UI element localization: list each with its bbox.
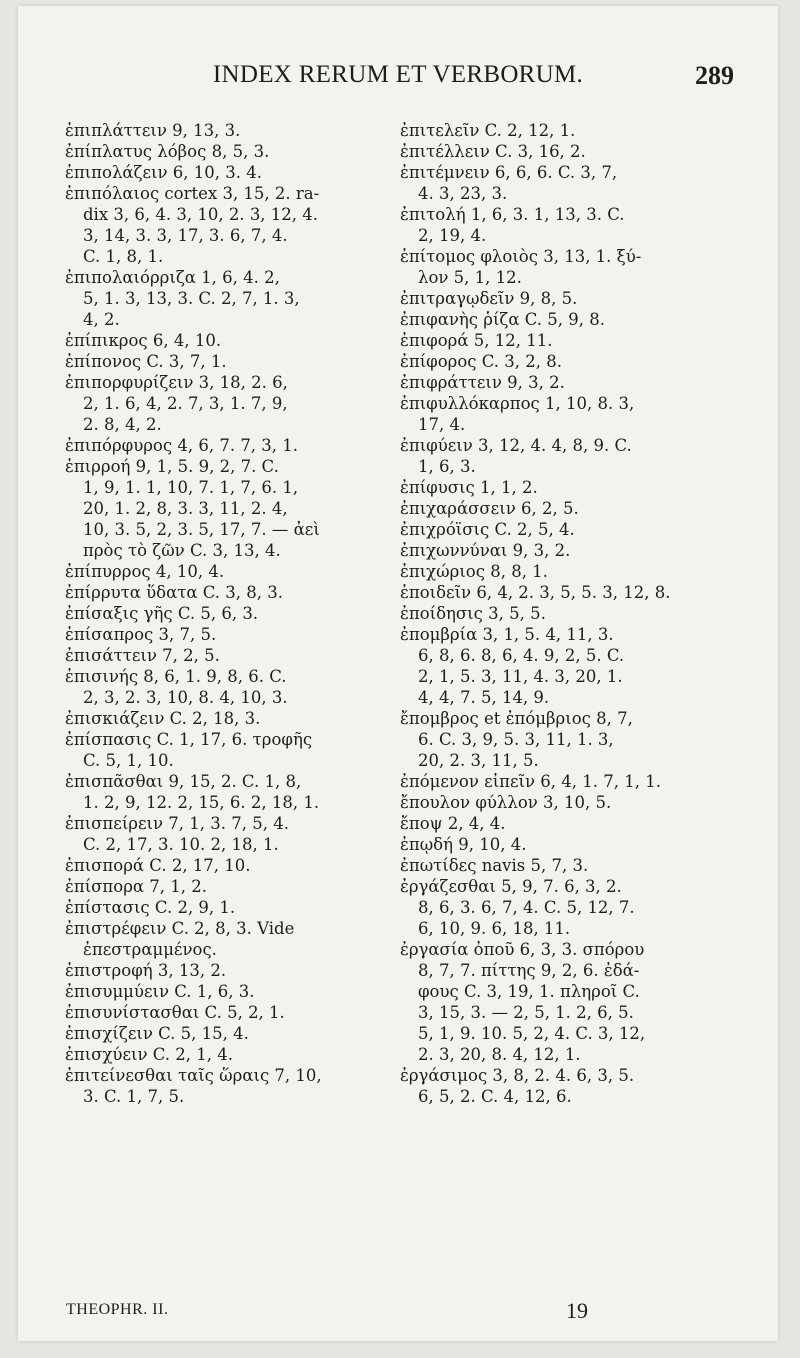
- index-entry-continuation: 1. 2, 9, 12. 2, 15, 6. 2, 18, 1.: [83, 793, 320, 812]
- index-entry: ἐπίτομος φλοιὸς 3, 13, 1. ξύ-: [400, 247, 642, 266]
- index-entry: ἐπιπορφυρίζειν 3, 18, 2. 6,: [65, 373, 288, 392]
- index-entry: ἐργάσιμος 3, 8, 2. 4. 6, 3, 5.: [400, 1066, 635, 1085]
- index-entry-continuation: πρὸς τὸ ζῶν C. 3, 13, 4.: [83, 541, 281, 560]
- index-entry: ἐπιπολάζειν 6, 10, 3. 4.: [65, 163, 262, 182]
- index-entry-continuation: λον 5, 1, 12.: [418, 268, 522, 287]
- index-entry: ἐπίσαξις γῆς C. 5, 6, 3.: [65, 604, 259, 623]
- index-entry: ἐπιτελεῖν C. 2, 12, 1.: [400, 121, 576, 140]
- index-entry-continuation: 4. 3, 23, 3.: [418, 184, 508, 203]
- index-entry-continuation: 17, 4.: [418, 415, 466, 434]
- index-entry: ἐπιχαράσσειν 6, 2, 5.: [400, 499, 579, 518]
- index-entry-continuation: 8, 7, 7. πίττης 9, 2, 6. ἐδά-: [418, 961, 640, 980]
- signature-mark: 19: [566, 1298, 588, 1323]
- index-entry-continuation: 2, 19, 4.: [418, 226, 487, 245]
- index-entry: ἐπιφυλλόκαρπος 1, 10, 8. 3,: [400, 394, 635, 413]
- index-entry: ἐπιτραγῳδεῖν 9, 8, 5.: [400, 289, 578, 308]
- index-entry: ἐπισχύειν C. 2, 1, 4.: [65, 1045, 233, 1064]
- index-entry: ἐπιφορά 5, 12, 11.: [400, 331, 553, 350]
- index-entry: ἐπιστροφή 3, 13, 2.: [65, 961, 227, 980]
- index-entry-continuation: φους C. 3, 19, 1. πληροῖ C.: [418, 982, 640, 1001]
- index-entry: ἐργάζεσθαι 5, 9, 7. 6, 3, 2.: [400, 877, 622, 896]
- index-entry-continuation: ἐπεστραμμένος.: [83, 940, 217, 959]
- index-entry: ἐπιχωννύναι 9, 3, 2.: [400, 541, 571, 560]
- index-entry: ἐπισάττειν 7, 2, 5.: [65, 646, 220, 665]
- index-entry: ἐπισπείρειν 7, 1, 3. 7, 5, 4.: [65, 814, 289, 833]
- page-number: 289: [695, 61, 734, 90]
- index-entry: ἐργασία ὀποῦ 6, 3, 3. σπόρου: [400, 940, 645, 959]
- index-entry-continuation: 4, 2.: [83, 310, 120, 329]
- index-entry: ἐπίφορος C. 3, 2, 8.: [400, 352, 563, 371]
- running-title: INDEX RERUM ET VERBORUM.: [212, 61, 584, 88]
- index-entry: ἐπίπλατυς λόβος 8, 5, 3.: [65, 142, 270, 161]
- index-entry-continuation: dix 3, 6, 4. 3, 10, 2. 3, 12, 4.: [83, 205, 319, 224]
- index-entry: ἐποιδεῖν 6, 4, 2. 3, 5, 5. 3, 12, 8.: [400, 583, 671, 602]
- index-entry-continuation: 5, 1, 9. 10. 5, 2, 4. C. 3, 12,: [418, 1024, 646, 1043]
- index-entry: ἐπίρρυτα ὕδατα C. 3, 8, 3.: [65, 583, 283, 602]
- index-entry: ἐπιτέλλειν C. 3, 16, 2.: [400, 142, 586, 161]
- index-entry: ἐπιπολαιόρριζα 1, 6, 4. 2,: [65, 268, 280, 287]
- index-entry: ἐπίστασις C. 2, 9, 1.: [65, 898, 236, 917]
- index-entry: ἐπίπονος C. 3, 7, 1.: [65, 352, 227, 371]
- index-entry: ἐπισυνίστασθαι C. 5, 2, 1.: [65, 1003, 285, 1022]
- index-entry-continuation: 6, 5, 2. C. 4, 12, 6.: [418, 1087, 572, 1106]
- index-entry: ἔποψ 2, 4, 4.: [400, 814, 506, 833]
- index-entry: ἐπισπᾶσθαι 9, 15, 2. C. 1, 8,: [65, 772, 302, 791]
- index-entry: ἐπιρροή 9, 1, 5. 9, 2, 7. C.: [65, 457, 279, 476]
- index-entry: ἐπίπυρρος 4, 10, 4.: [65, 562, 225, 581]
- index-entry: ἔπουλον φύλλον 3, 10, 5.: [400, 793, 612, 812]
- index-entry-continuation: 3. C. 1, 7, 5.: [83, 1087, 185, 1106]
- index-entry: ἐπιπόλαιος cortex 3, 15, 2. ra-: [65, 184, 320, 203]
- index-entry-continuation: 6, 8, 6. 8, 6, 4. 9, 2, 5. C.: [418, 646, 625, 665]
- index-entry: ἐπίσπορα 7, 1, 2.: [65, 877, 208, 896]
- index-entry: ἐπισινής 8, 6, 1. 9, 8, 6. C.: [65, 667, 287, 686]
- index-entry: ἐπιχρόϊσις C. 2, 5, 4.: [400, 520, 575, 539]
- index-entry: ἐπισχίζειν C. 5, 15, 4.: [65, 1024, 249, 1043]
- index-entry: ἐπισπορά C. 2, 17, 10.: [65, 856, 251, 875]
- left-column: [65, 120, 395, 1107]
- index-entry: ἐπιχώριος 8, 8, 1.: [400, 562, 548, 581]
- index-entry-continuation: 1, 6, 3.: [418, 457, 476, 476]
- index-entry-continuation: 5, 1. 3, 13, 3. C. 2, 7, 1. 3,: [83, 289, 300, 308]
- index-entry: ἐπίσπασις C. 1, 17, 6. τροφῆς: [65, 730, 313, 749]
- index-entry-continuation: 2. 8, 4, 2.: [83, 415, 162, 434]
- index-entry-continuation: 4, 4, 7. 5, 14, 9.: [418, 688, 550, 707]
- index-entry: ἐπιφράττειν 9, 3, 2.: [400, 373, 565, 392]
- index-entry-continuation: C. 2, 17, 3. 10. 2, 18, 1.: [83, 835, 279, 854]
- index-entry: ἐπίπικρος 6, 4, 10.: [65, 331, 222, 350]
- index-entry: ἐπῳδή 9, 10, 4.: [400, 835, 527, 854]
- index-entry: ἐπωτίδες navis 5, 7, 3.: [400, 856, 589, 875]
- index-entry: ἐπίφυσις 1, 1, 2.: [400, 478, 538, 497]
- index-entry-continuation: 10, 3. 5, 2, 3. 5, 17, 7. — ἀεὶ: [83, 520, 320, 539]
- page-header: [18, 61, 778, 97]
- index-entry: ἐπιφανὴς ῥίζα C. 5, 9, 8.: [400, 310, 606, 329]
- volume-label: THEOPHR. II.: [66, 1301, 169, 1318]
- index-entry-continuation: 1, 9, 1. 1, 10, 7. 1, 7, 6. 1,: [83, 478, 299, 497]
- index-entry: ἐπόμενον εἰπεῖν 6, 4, 1. 7, 1, 1.: [400, 772, 661, 791]
- index-entry-continuation: 2. 3, 20, 8. 4, 12, 1.: [418, 1045, 581, 1064]
- index-entry-continuation: 2, 1, 5. 3, 11, 4. 3, 20, 1.: [418, 667, 623, 686]
- index-entry-continuation: 20, 2. 3, 11, 5.: [418, 751, 539, 770]
- index-entry-continuation: 20, 1. 2, 8, 3. 3, 11, 2. 4,: [83, 499, 288, 518]
- book-page: [18, 6, 778, 1341]
- index-entry: ἐπίσαπρος 3, 7, 5.: [65, 625, 217, 644]
- index-entry: ἐπιτολή 1, 6, 3. 1, 13, 3. C.: [400, 205, 625, 224]
- right-column: [400, 120, 750, 1107]
- index-entry: ἐπιτείνεσθαι ταῖς ὥραις 7, 10,: [65, 1066, 322, 1085]
- index-entry: ἐπισυμμύειν C. 1, 6, 3.: [65, 982, 255, 1001]
- index-entry-continuation: C. 1, 8, 1.: [83, 247, 164, 266]
- index-entry-continuation: C. 5, 1, 10.: [83, 751, 174, 770]
- index-entry: ἐπισκιάζειν C. 2, 18, 3.: [65, 709, 261, 728]
- index-entry: ἐπιστρέφειν C. 2, 8, 3. Vide: [65, 919, 295, 938]
- index-entry: ἐπιφύειν 3, 12, 4. 4, 8, 9. C.: [400, 436, 632, 455]
- index-entry: ἐπιτέμνειν 6, 6, 6. C. 3, 7,: [400, 163, 618, 182]
- index-entry: ἐπομβρία 3, 1, 5. 4, 11, 3.: [400, 625, 614, 644]
- index-entry: ἐπιπλάττειν 9, 13, 3.: [65, 121, 241, 140]
- index-entry-continuation: 6. C. 3, 9, 5. 3, 11, 1. 3,: [418, 730, 614, 749]
- index-entry-continuation: 8, 6, 3. 6, 7, 4. C. 5, 12, 7.: [418, 898, 635, 917]
- index-entry: ἐπιπόρφυρος 4, 6, 7. 7, 3, 1.: [65, 436, 299, 455]
- index-entry: ἐποίδησις 3, 5, 5.: [400, 604, 546, 623]
- index-entry-continuation: 3, 14, 3. 3, 17, 3. 6, 7, 4.: [83, 226, 288, 245]
- index-entry-continuation: 2, 1. 6, 4, 2. 7, 3, 1. 7, 9,: [83, 394, 288, 413]
- index-entry-continuation: 2, 3, 2. 3, 10, 8. 4, 10, 3.: [83, 688, 288, 707]
- index-entry-continuation: 6, 10, 9. 6, 18, 11.: [418, 919, 571, 938]
- index-entry-continuation: 3, 15, 3. — 2, 5, 1. 2, 6, 5.: [418, 1003, 634, 1022]
- index-entry: ἔπομβρος et ἐπόμβριος 8, 7,: [400, 709, 633, 728]
